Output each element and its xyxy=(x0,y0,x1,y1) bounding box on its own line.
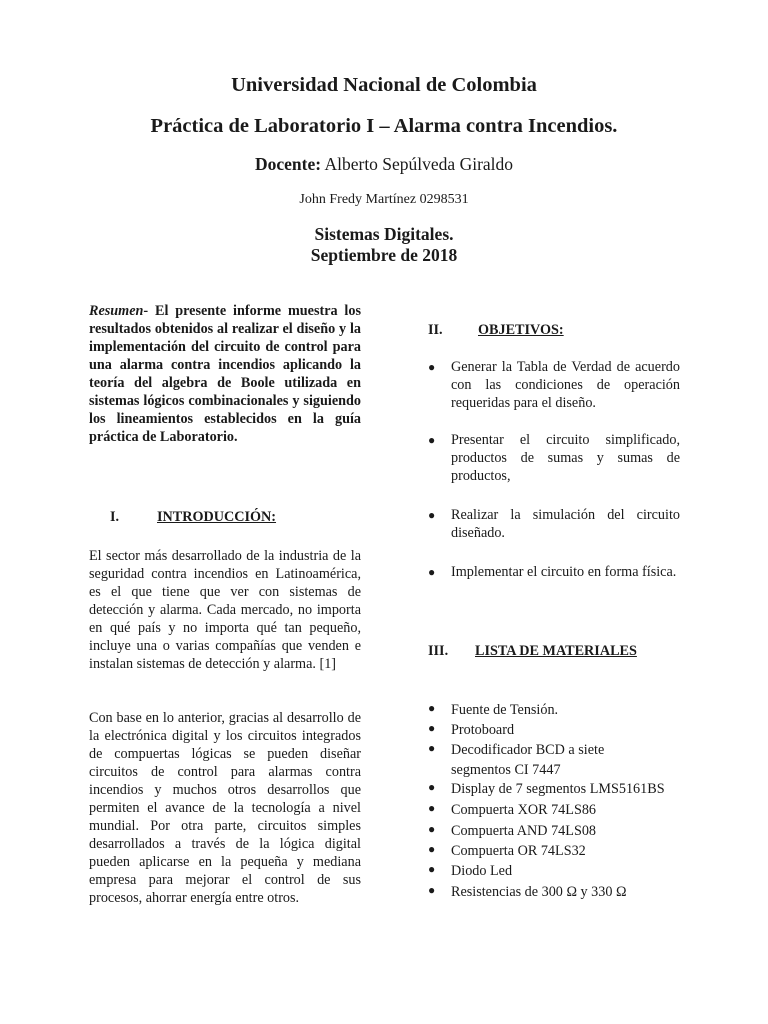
bullet-icon: ● xyxy=(428,508,436,522)
abstract-text: - El presente informe muestra los resultados obtenidos al realizar el diseño y la implementación del circuito de control para una alarma contra incendios aplicando la teoría del algebra de Boole utilizada en sistemas lógicos combinacionales y siguiendo los lineamientos establecidos en la guía práctica de Laboratorio. xyxy=(89,303,361,445)
bullet-icon: ● xyxy=(428,565,436,579)
bullet-icon: ● xyxy=(428,780,436,794)
bullet-icon: ● xyxy=(428,433,436,447)
abstract-label: Resumen xyxy=(89,303,144,319)
bullet-icon: ● xyxy=(428,721,436,735)
abstract xyxy=(89,302,361,446)
university-title: Universidad Nacional de Colombia xyxy=(231,74,537,96)
material-item: ● Display de 7 segmentos LMS5161BS xyxy=(428,780,665,797)
practice-title: Práctica de Laboratorio I – Alarma contra Incendios. xyxy=(150,115,618,137)
materials-title: LISTA DE MATERIALES xyxy=(475,643,637,659)
material-item: ● Fuente de Tensión. xyxy=(428,701,559,718)
subject-block xyxy=(0,224,768,266)
teacher-name: Alberto Sepúlveda Giraldo xyxy=(324,154,514,174)
bullet-icon: ● xyxy=(428,822,436,836)
materials-number: III. xyxy=(428,643,449,659)
objectives-number: II. xyxy=(428,322,443,338)
intro-title: INTRODUCCIÓN: xyxy=(157,509,277,525)
material-item: ● Protoboard xyxy=(428,721,515,738)
subject-title: Sistemas Digitales. xyxy=(314,224,454,244)
objective-item: ● Generar la Tabla de Verdad de acuerdo con las condiciones de operación requeridas para el diseño. xyxy=(428,359,680,411)
teacher-label: Docente: xyxy=(254,154,322,174)
material-item: ● Compuerta XOR 74LS86 xyxy=(428,801,597,818)
intro-number: I. xyxy=(110,509,120,525)
bullet-icon: ● xyxy=(428,801,436,815)
teacher-line xyxy=(0,154,768,175)
objective-item: ● Implementar el circuito en forma física. xyxy=(428,564,677,580)
student-line: John Fredy Martínez 0298531 xyxy=(299,192,469,207)
bullet-icon: ● xyxy=(428,842,436,856)
material-item: ● Compuerta OR 74LS32 xyxy=(428,842,586,859)
material-item: ● Diodo Led xyxy=(428,862,513,879)
bullet-icon: ● xyxy=(428,741,436,755)
objectives-title: OBJETIVOS: xyxy=(478,322,564,338)
objective-item: ● Realizar la simulación del circuito diseñado. xyxy=(428,507,680,541)
bullet-icon: ● xyxy=(428,862,436,876)
document-date: Septiembre de 2018 xyxy=(310,245,458,265)
bullet-icon: ● xyxy=(428,360,436,374)
material-item: ● Compuerta AND 74LS08 xyxy=(428,822,597,839)
material-item: ● Resistencias de 300 Ω y 330 Ω xyxy=(428,883,627,900)
intro-paragraph-2: Con base en lo anterior, gracias al desarrollo de la electrónica digital y los circuitos integrados de compuertas lógicas se pueden diseñar circuitos de control para alarmas contra incendios y muchos otros desarrollos que permiten el avance de la tecnología a nivel mundial. Por otra parte, circuitos simples desarrollados a través de la lógica digital pueden aplicarse en la pequeña y mediana empresa para mejorar el control de sus procesos, ahorrar energía entre otros. xyxy=(89,710,361,906)
material-item: ● Decodificador BCD a siete segmentos CI 7447 xyxy=(428,741,605,778)
bullet-icon: ● xyxy=(428,701,436,715)
intro-paragraph-1: El sector más desarrollado de la industria de la seguridad contra incendios en Latinoamérica, es el que tiene que ver con sistemas de detección y alarma. Cada mercado, no importa en qué país y no importa qué tan pequeño, incluye una o varias compañías que venden e instalan sistemas de detección y alarma. [1] xyxy=(89,548,361,672)
objective-item: ● Presentar el circuito simplificado, productos de sumas y sumas de productos, xyxy=(428,432,680,484)
bullet-icon: ● xyxy=(428,883,436,897)
